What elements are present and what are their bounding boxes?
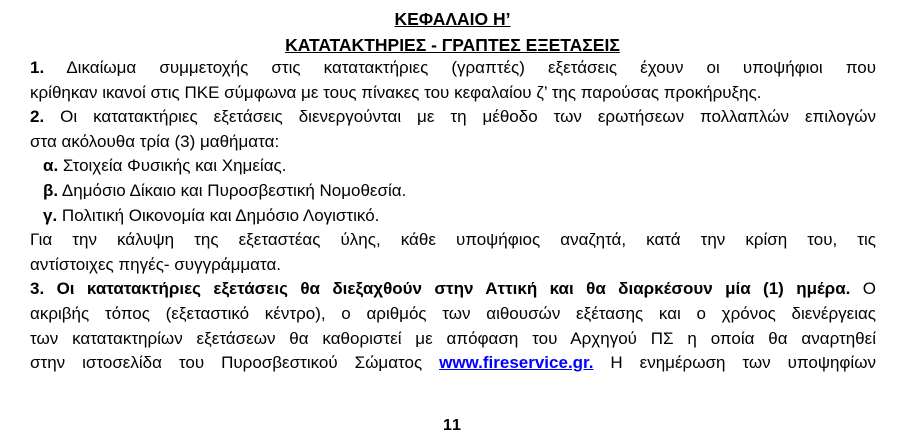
document-body [30,56,876,376]
text-line [30,351,876,376]
text-run: Στοιχεία Φυσικής και Χημείας. [58,156,287,176]
text-line [30,105,876,130]
text-line [30,302,876,327]
text-line [30,130,876,155]
bold-run: 3. Οι κατατακτήριες εξετάσεις θα διεξαχθούν στην Αττική και θα διαρκέσουν μία (1) ημέρα. [30,279,851,299]
bold-run: 1. [30,58,45,77]
text-run: κρίθηκαν ικανοί στις ΠΚΕ σύμφωνα με τους πίνακες του κεφαλαίου ζ’ της παρούσας προκήρυξης. [30,82,762,102]
text-line [30,204,876,229]
chapter-title: ΚΕΦΑΛΑΙΟ Η’ [394,9,511,29]
text-line [30,56,876,81]
text-line [30,277,876,302]
text-line [30,253,876,278]
text-run: Για την κάλυψη της εξεταστέας ύλης, κάθε υποψήφιος αναζητά, κατά την κρίση του, τις [30,230,876,250]
text-line [30,327,876,352]
bold-run: β. [43,180,59,200]
text-run: των κατατακτηρίων εξετάσεων θα καθοριστεί με απόφαση του Αρχηγού ΠΣ η οποία θα αναρτηθεί [30,328,876,348]
document-heading [0,6,905,58]
text-line [30,154,876,179]
text-run: στα ακόλουθα τρία (3) μαθήματα: [30,131,280,151]
text-run: αντίστοιχες πηγές- συγγράμματα. [30,254,282,274]
fireservice-link[interactable]: www.fireservice.gr. [439,353,594,373]
text-run: στην ιστοσελίδα του Πυροσβεστικού Σώματος [30,353,440,373]
bold-run: 2. [30,107,45,127]
text-run: Ο [850,279,876,299]
text-run: Οι κατατακτήριες εξετάσεις διενεργούνται με τη μέθοδο των ερωτήσεων πολλαπλών επιλογών [44,107,876,127]
text-run: ακριβής τόπος (εξεταστικό κέντρο), ο αριθμός των αιθουσών εξέτασης και ο χρόνος διενέργειας [30,303,876,323]
text-line [30,228,876,253]
text-run: Πολιτική Οικονομία και Δημόσιο Λογιστικό. [57,205,380,225]
bold-run: γ. [43,205,58,225]
text-run: Δημόσιο Δίκαιο και Πυροσβεστική Νομοθεσία. [58,180,407,200]
text-line [30,179,876,204]
bold-run: α. [43,156,59,176]
section-title: ΚΑΤΑΤΑΚΤΗΡΙΕΣ - ΓΡΑΠΤΕΣ ΕΞΕΤΑΣΕΙΣ [285,35,620,55]
text-line [30,81,876,106]
text-run: Δικαίωμα συμμετοχής στις κατατακτήριες (γραπτές) εξετάσεις έχουν οι υποψήφιοι που [44,58,876,77]
text-run: Η ενημέρωση των υποψηφίων [593,353,876,373]
page-number: 11 [443,417,462,434]
